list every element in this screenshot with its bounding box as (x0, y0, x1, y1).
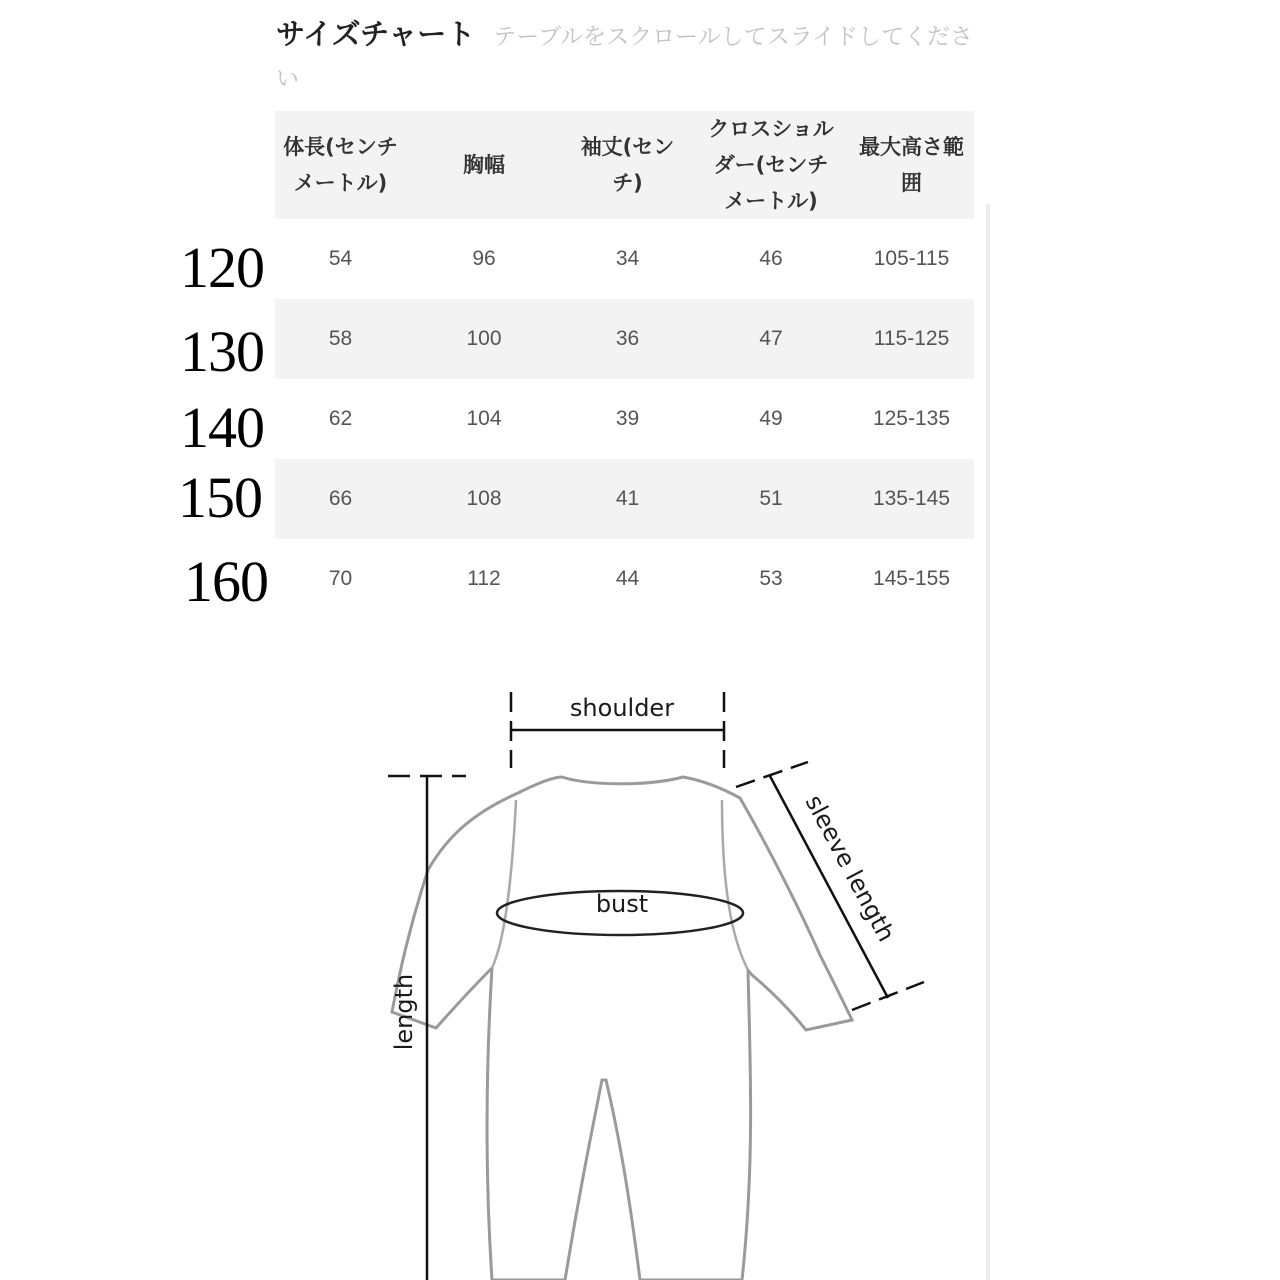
cell: 70 (328, 567, 353, 590)
header-label: 袖丈(センチ) (580, 135, 675, 195)
cell: 66 (275, 459, 406, 539)
size-label: 160 (184, 549, 268, 614)
chart-heading (276, 14, 976, 101)
sleeve-tick-top (736, 762, 808, 787)
header-cross-shoulder (693, 111, 849, 219)
header-max-height-range (849, 111, 974, 219)
header-label: 最大高さ範囲 (859, 135, 964, 195)
bust-label: bust (595, 890, 649, 918)
scroll-hint: テーブルをスクロールしてスライドしてください (276, 24, 974, 92)
cell: 51 (693, 459, 849, 539)
cell: 108 (406, 459, 562, 539)
romper-outline (392, 777, 852, 1280)
header-sleeve-length (562, 111, 693, 219)
size-label: 140 (180, 395, 264, 460)
table-row (275, 459, 974, 539)
cell: 135-145 (849, 459, 974, 539)
romper-seam-right (722, 800, 748, 970)
size-label: 150 (178, 465, 262, 530)
cell: 58 (275, 299, 406, 379)
size-labels (0, 0, 290, 640)
cell: 100 (406, 299, 562, 379)
cell: 41 (562, 459, 693, 539)
cell: 39 (615, 407, 640, 430)
table-row (275, 299, 974, 379)
cell: 49 (759, 407, 783, 430)
size-label: 130 (180, 319, 264, 384)
header-body-length (275, 111, 406, 219)
page-title: サイズチャート (276, 17, 476, 51)
cell: 46 (759, 247, 783, 270)
size-label: 120 (180, 235, 264, 300)
cell: 62 (328, 407, 353, 430)
cell: 54 (328, 247, 353, 270)
romper-illustration (0, 640, 1280, 1280)
length-label: length (390, 973, 418, 1051)
cell: 112 (467, 567, 501, 590)
header-label: クロスショルダー(センチメートル) (708, 117, 834, 213)
cell: 47 (693, 299, 849, 379)
header-label: 胸幅 (463, 153, 505, 177)
cell: 105-115 (873, 247, 950, 270)
cell: 36 (562, 299, 693, 379)
header-chest-width (406, 111, 562, 219)
table-row (275, 379, 974, 459)
cell: 96 (472, 247, 496, 270)
cell: 125-135 (872, 407, 951, 430)
romper-seam-left (492, 800, 516, 968)
size-table[interactable] (275, 111, 974, 619)
cell: 145-155 (872, 567, 951, 590)
table-row (275, 539, 974, 619)
header-label: 体長(センチメートル) (283, 135, 398, 195)
table-row (275, 219, 974, 299)
table-header-row (275, 111, 974, 219)
cell: 44 (615, 567, 640, 590)
measurement-diagram (0, 640, 1280, 1280)
cell: 53 (759, 567, 783, 590)
cell: 34 (615, 247, 640, 270)
sleeve-length-label: sleeve length (799, 790, 901, 947)
shoulder-label: shoulder (569, 694, 675, 722)
cell: 115-125 (849, 299, 974, 379)
cell: 104 (466, 407, 502, 430)
